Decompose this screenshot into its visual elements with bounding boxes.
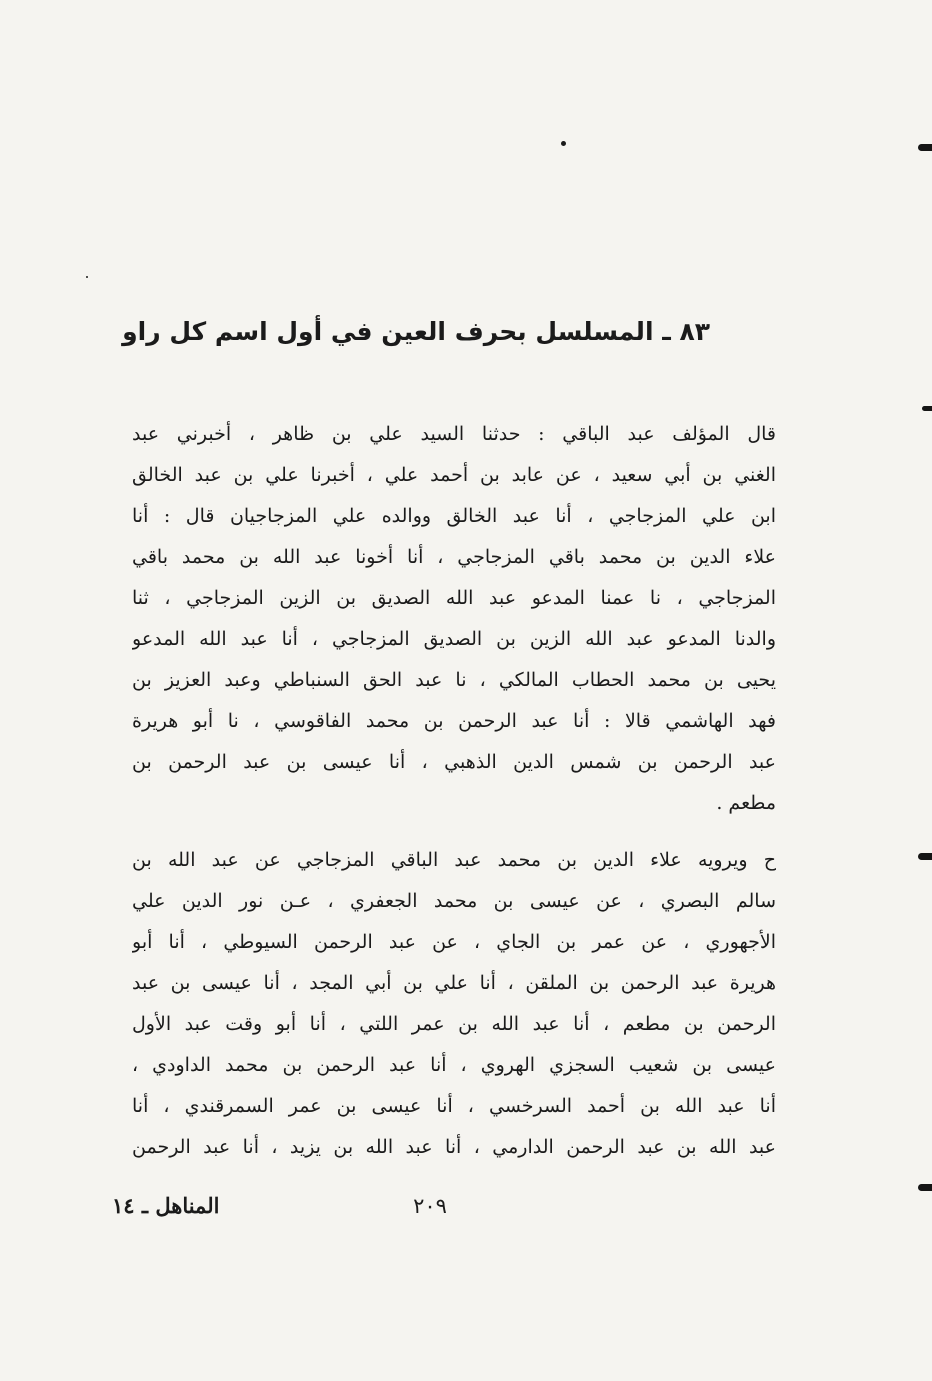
page-number: ٢٠٩ [413,1194,447,1218]
text-line: ابن علي المزجاجي ، أنا عبد الخالق ووالده علي المزجاجيان قال : أنا [132,505,776,527]
text-line: قال المؤلف عبد الباقي : حدثنا السيد علي بن ظاهر ، أخبرني عبد [132,423,776,445]
scan-speck [86,276,88,278]
text-line: عبد الرحمن بن شمس الدين الذهبي ، أنا عيسى بن عبد الرحمن بن [132,751,776,773]
edge-mark [918,144,932,151]
text-line: الغني بن أبي سعيد ، عن عابد بن أحمد علي ، أخبرنا علي بن عبد الخالق [132,464,776,486]
text-line: الرحمن بن مطعم ، أنا عبد الله بن عمر اللتي ، أنا أبو وقت عبد الأول [132,1013,776,1035]
text-line: المزجاجي ، نا عمنا المدعو عبد الله الصديق بن الزين المزجاجي ، ثنا [132,587,776,609]
text-line: والدنا المدعو عبد الله الزين بن الصديق المزجاجي ، أنا عبد الله المدعو [132,628,776,650]
text-line: فهد الهاشمي قالا : أنا عبد الرحمن بن محمد الفاقوسي ، نا أبو هريرة [132,710,776,732]
scan-speck [561,141,566,146]
text-line: مطعم . [716,792,776,814]
text-line: سالم البصري ، عن عيسى بن محمد الجعفري ، عـن نور الدين علي [132,890,776,912]
text-line: عبد الله بن عبد الرحمن الدارمي ، أنا عبد الله بن يزيد ، أنا عبد الرحمن [132,1136,776,1158]
text-line: هريرة عبد الرحمن بن الملقن ، أنا علي بن أبي المجد ، أنا عيسى بن عبد [132,972,776,994]
text-line: الأجهوري ، عن عمر بن الجاي ، عن عبد الرحمن السيوطي ، أنا أبو [132,931,776,953]
paragraph-1 [132,414,776,824]
edge-mark [918,853,932,860]
edge-mark [922,406,932,411]
signature-mark: المناهل ـ ١٤ [112,1193,220,1218]
text-line: ح ويرويه علاء الدين بن محمد عبد الباقي المزجاجي عن عبد الله بن [132,849,776,871]
text-line: عيسى بن شعيب السجزي الهروي ، أنا عبد الرحمن بن محمد الداودي ، [132,1054,776,1076]
paragraph-2 [132,840,776,1168]
text-line: علاء الدين بن محمد باقي المزجاجي ، أنا أخونا عبد الله بن محمد باقي [132,546,776,568]
text-line: يحيى بن محمد الحطاب المالكي ، نا عبد الحق السنباطي وعبد العزيز بن [132,669,776,691]
text-line: أنا عبد الله بن أحمد السرخسي ، أنا عيسى بن عمر السمرقندي ، أنا [132,1095,776,1117]
edge-mark [918,1184,932,1191]
chapter-title: ٨٣ ـ المسلسل بحرف العين في أول اسم كل راو [122,317,710,346]
